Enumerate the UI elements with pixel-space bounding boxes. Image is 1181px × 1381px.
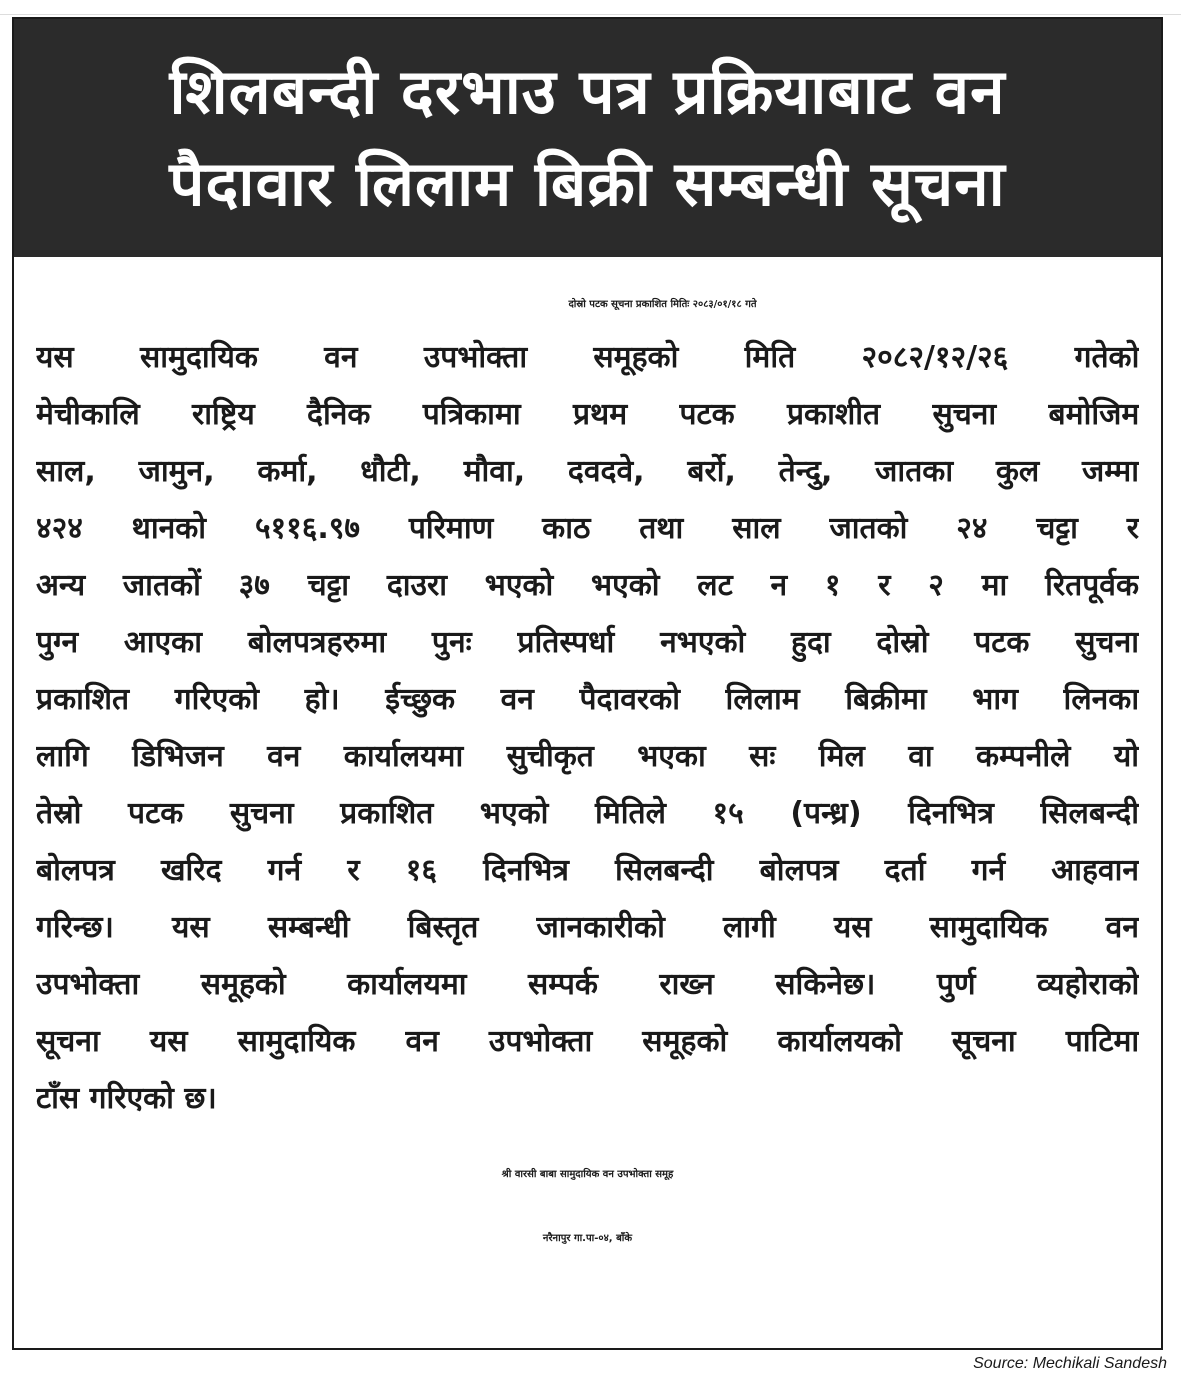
organization-address: नरैनापुर गा.पा-०४, बाँके — [542, 1233, 633, 1244]
top-strip — [0, 0, 1181, 15]
body-line: प्रकाशित गरिएको हो। ईच्छुक वन पैदावरको लिलाम बिक्रीमा भाग लिनका — [36, 682, 1139, 717]
notice-box — [12, 17, 1163, 1350]
publication-date-subtitle: दोस्रो पटक सूचना प्रकाशित मितिः २०८३/०१/१८ गते — [568, 299, 757, 310]
body-line: अन्य जातकों ३७ चट्टा दाउरा भएको भएको लट न १ र २ मा रितपूर्वक — [36, 568, 1139, 603]
title-line-1: शिलबन्दी दरभाउ पत्र प्रक्रियाबाट वन — [169, 55, 1006, 128]
body-line: साल, जामुन, कर्मा, धौटी, मौवा, दवदवे, बर्रो, तेन्दु, जातका कुल जम्मा — [36, 454, 1139, 489]
notice-body — [36, 329, 1139, 1127]
body-line: पुग्न आएका बोलपत्रहरुमा पुनः प्रतिस्पर्धा नभएको हुदा दोस्रो पटक सुचना — [36, 625, 1139, 660]
body-line: मेचीकालि राष्ट्रिय दैनिक पत्रिकामा प्रथम पटक प्रकाशीत सुचना बमोजिम — [36, 397, 1139, 432]
body-line: उपभोक्ता समूहको कार्यालयमा सम्पर्क राख्न सकिनेछ। पुर्ण व्यहोराको — [36, 967, 1139, 1002]
body-line: बोलपत्र खरिद गर्न र १६ दिनभित्र सिलबन्दी बोलपत्र दर्ता गर्न आहवान — [36, 853, 1139, 888]
body-line: ४२४ थानको ५११६.९७ परिमाण काठ तथा साल जातको २४ चट्टा र — [36, 511, 1139, 546]
body-line: गरिन्छ। यस सम्बन्धी बिस्तृत जानकारीको लागी यस सामुदायिक वन — [36, 910, 1139, 945]
body-line: तेस्रो पटक सुचना प्रकाशित भएको मितिले १५ (पन्ध्र) दिनभित्र सिलबन्दी — [36, 796, 1139, 831]
organization-name: श्री वारसी बाबा सामुदायिक वन उपभोक्ता समूह — [501, 1169, 674, 1180]
body-line: टाँस गरिएको छ। — [36, 1081, 217, 1116]
body-line: लागि डिभिजन वन कार्यालयमा सुचीकृत भएका सः मिल वा कम्पनीले यो — [36, 739, 1139, 774]
body-line: यस सामुदायिक वन उपभोक्ता समूहको मिति २०८२/१२/२६ गतेको — [36, 340, 1139, 375]
body-line: सूचना यस सामुदायिक वन उपभोक्ता समूहको कार्यालयको सूचना पाटिमा — [36, 1024, 1139, 1059]
title-line-2: पैदावार लिलाम बिक्री सम्बन्धी सूचना — [169, 147, 1006, 220]
source-credit: Source: Mechikali Sandesh — [973, 1355, 1167, 1372]
title-banner — [14, 19, 1161, 257]
